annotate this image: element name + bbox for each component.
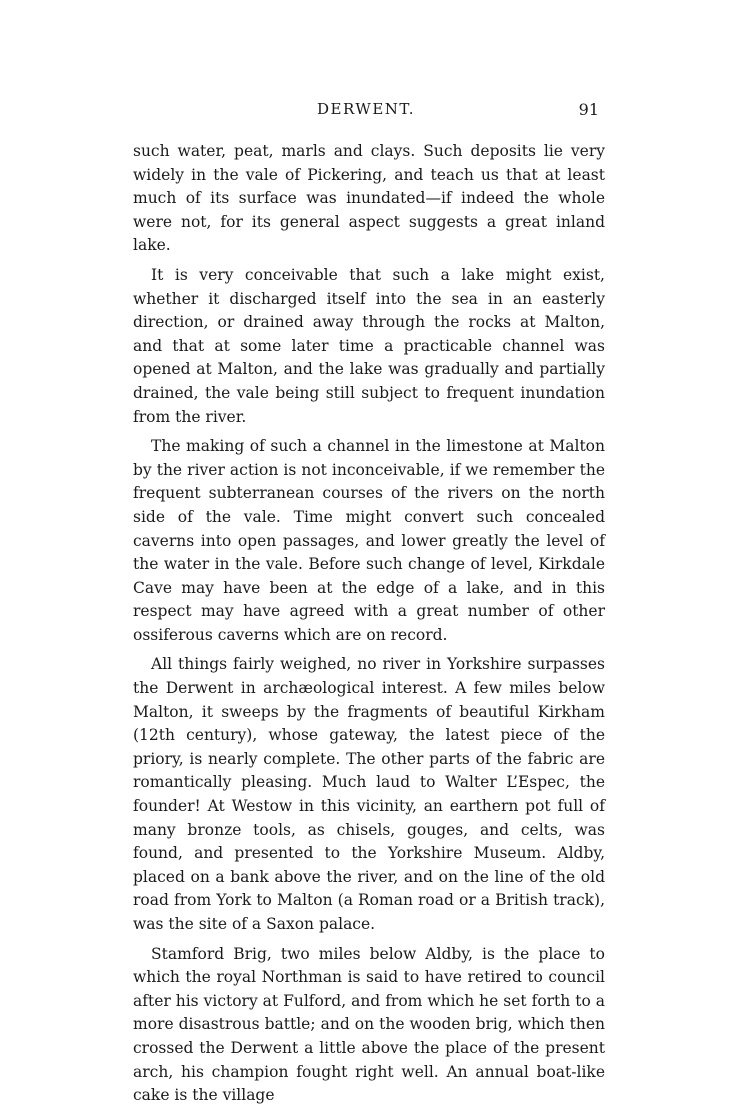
- page-number: 91: [578, 100, 599, 119]
- paragraph-lake: It is very conceivable that such a lake might exist, whether it discharged itself into the sea in an easterly direction, or drained away through the rocks at Malton, and that at some later time a practicable channel was opened at Malton, and the lake was gradually and partially drained, the vale being still subject to frequent inundation from the river.: [133, 265, 605, 426]
- paragraph-channel: The making of such a channel in the limestone at Malton by the river action is not inconceivable, if we remember the frequent subterranean courses of the rivers on the north side of the vale. Time might convert such concealed caverns into open passages, and lower greatly the level of the water in the vale. Before such change of level, Kirkdale Cave may have been at the edge of a lake, and in this respect may have agreed with a great number of other ossiferous caverns which are on record.: [133, 437, 605, 644]
- running-title: DERWENT.: [316, 100, 415, 118]
- running-head: [133, 100, 599, 124]
- paragraph-archaeology: All things fairly weighed, no river in Yorkshire surpasses the Derwent in archæological interest. A few miles below Malton, it sweeps by the fragments of beautiful Kirkham (12th century), whose gateway, the latest piece of the priory, is nearly complete. The other parts of the fabric are romantically pleasing. Much laud to Walter L’Espec, the founder! At Westow in this vicinity, an earthern pot full of many bronze tools, as chisels, gouges, and celts, was found, and presented to the Yorkshire Museum. Aldby, placed on a bank above the river, and on the line of the old road from York to Malton (a Roman road or a British track), was the site of a Saxon palace.: [133, 655, 605, 933]
- paragraph-stamford-brig: Stamford Brig, two miles below Aldby, is the place to which the royal Northman is said to have retired to council after his victory at Fulford, and from which he set forth to a more disastrous battle; and on the wooden brig, which then crossed the Derwent a little above the place of the present arch, his champion fought right well. An annual boat-like cake is the village: [133, 944, 605, 1105]
- body-text: [133, 140, 605, 1114]
- paragraph-continued: such water, peat, marls and clays. Such deposits lie very widely in the vale of Pickering, and teach us that at least much of its surface was inundated—if indeed the whole were not, for its general aspect suggests a great inland lake.: [133, 142, 605, 255]
